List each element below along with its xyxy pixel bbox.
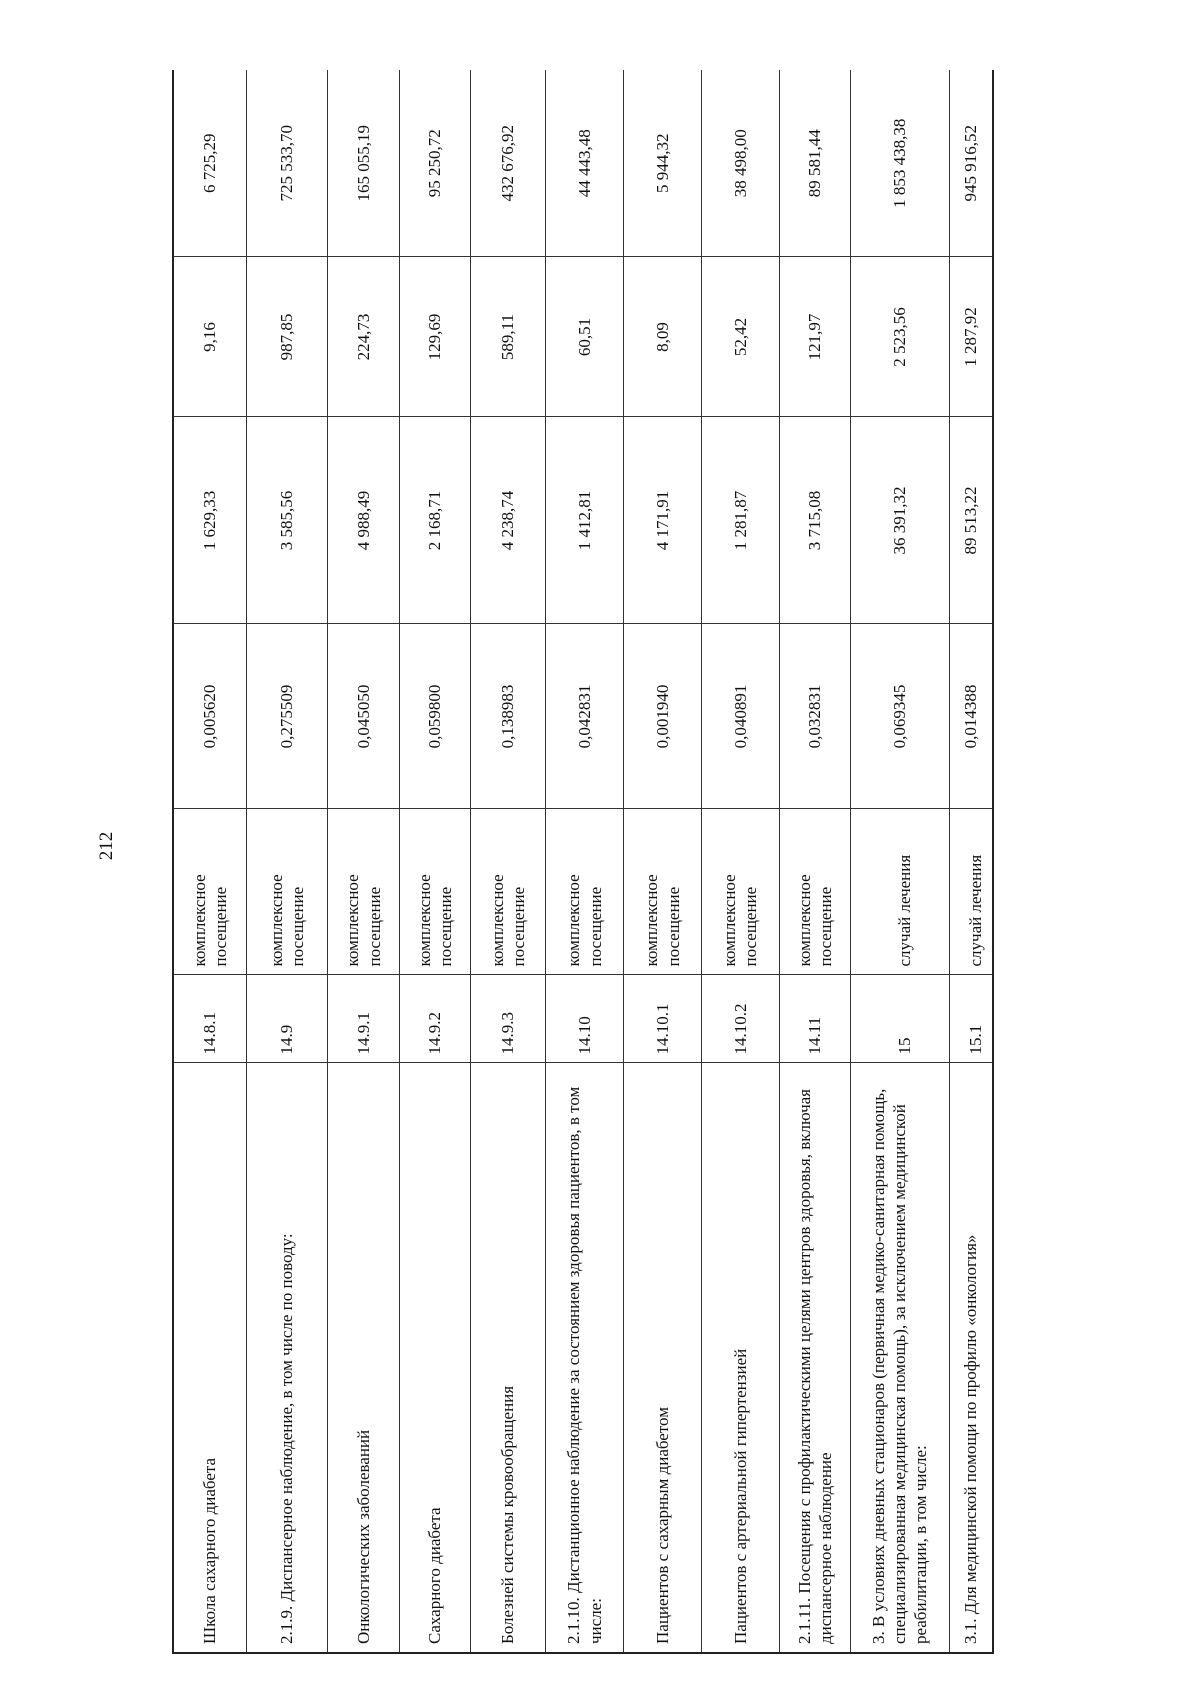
table-row (328, 70, 400, 1653)
row-code: 15.1 (949, 975, 993, 1063)
row-value-3: 60,51 (546, 257, 624, 417)
table-row (949, 70, 993, 1653)
row-name: Онкологических заболеваний (328, 1063, 400, 1653)
row-code: 14.11 (780, 975, 851, 1063)
row-value-3: 8,09 (624, 257, 701, 417)
row-name: 3.1. Для медицинской помощи по профилю «онкология» (949, 1063, 993, 1653)
row-code: 14.9.3 (470, 975, 545, 1063)
row-value-1: 0,032831 (780, 624, 851, 809)
table-row (173, 70, 246, 1653)
row-value-1: 0,069345 (850, 624, 949, 809)
page-number: 212 (96, 831, 117, 861)
row-name: 2.1.9. Диспансерное наблюдение, в том числе по поводу: (246, 1063, 328, 1653)
row-code: 14.9.2 (400, 975, 471, 1063)
row-name: Школа сахарного диабета (173, 1063, 246, 1653)
row-value-3: 52,42 (701, 257, 779, 417)
row-value-1: 0,059800 (400, 624, 471, 809)
rotated-table-container (172, 70, 994, 1654)
row-code: 14.10.1 (624, 975, 701, 1063)
table-row (701, 70, 779, 1653)
row-value-3: 129,69 (400, 257, 471, 417)
table-row (624, 70, 701, 1653)
row-name: Болезней системы кровообращения (470, 1063, 545, 1653)
table-row (400, 70, 471, 1653)
row-value-4: 165 055,19 (328, 70, 400, 257)
row-value-1: 0,138983 (470, 624, 545, 809)
row-value-2: 4 171,91 (624, 417, 701, 624)
row-code: 14.9.1 (328, 975, 400, 1063)
row-name: Сахарного диабета (400, 1063, 471, 1653)
row-unit: комплексное посещение (246, 809, 328, 975)
row-value-2: 3 585,56 (246, 417, 328, 624)
row-code: 14.9 (246, 975, 328, 1063)
row-value-4: 1 853 438,38 (850, 70, 949, 257)
row-value-1: 0,001940 (624, 624, 701, 809)
row-unit: комплексное посещение (470, 809, 545, 975)
row-value-4: 95 250,72 (400, 70, 471, 257)
data-table (172, 70, 994, 1654)
row-unit: случай лечения (949, 809, 993, 975)
row-value-3: 224,73 (328, 257, 400, 417)
table-row (850, 70, 949, 1653)
row-value-4: 5 944,32 (624, 70, 701, 257)
row-name: Пациентов с артериальной гипертензией (701, 1063, 779, 1653)
row-value-3: 121,97 (780, 257, 851, 417)
table-frame (172, 70, 994, 1654)
row-unit: комплексное посещение (701, 809, 779, 975)
row-name: Пациентов с сахарным диабетом (624, 1063, 701, 1653)
row-code: 14.8.1 (173, 975, 246, 1063)
row-value-1: 0,275509 (246, 624, 328, 809)
row-value-2: 89 513,22 (949, 417, 993, 624)
row-unit: случай лечения (850, 809, 949, 975)
table-row (246, 70, 328, 1653)
row-value-1: 0,014388 (949, 624, 993, 809)
row-value-3: 1 287,92 (949, 257, 993, 417)
row-value-4: 89 581,44 (780, 70, 851, 257)
row-value-1: 0,005620 (173, 624, 246, 809)
row-value-2: 1 629,33 (173, 417, 246, 624)
row-value-2: 3 715,08 (780, 417, 851, 624)
row-value-1: 0,040891 (701, 624, 779, 809)
row-value-1: 0,045050 (328, 624, 400, 809)
row-value-2: 2 168,71 (400, 417, 471, 624)
row-unit: комплексное посещение (400, 809, 471, 975)
row-value-3: 2 523,56 (850, 257, 949, 417)
row-value-4: 945 916,52 (949, 70, 993, 257)
row-name: 3. В условиях дневных стационаров (первичная медико-санитарная помощь, специализированная медицинская помощь), за исключением медицинской реабилитации, в том числе: (850, 1063, 949, 1653)
row-unit: комплексное посещение (173, 809, 246, 975)
row-unit: комплексное посещение (624, 809, 701, 975)
row-unit: комплексное посещение (328, 809, 400, 975)
table-row (546, 70, 624, 1653)
table-row (780, 70, 851, 1653)
row-value-4: 725 533,70 (246, 70, 328, 257)
row-value-2: 4 988,49 (328, 417, 400, 624)
row-value-2: 4 238,74 (470, 417, 545, 624)
row-value-2: 36 391,32 (850, 417, 949, 624)
row-value-4: 44 443,48 (546, 70, 624, 257)
row-code: 14.10.2 (701, 975, 779, 1063)
row-value-2: 1 412,81 (546, 417, 624, 624)
row-value-1: 0,042831 (546, 624, 624, 809)
row-name: 2.1.10. Дистанционное наблюдение за состоянием здоровья пациентов, в том числе: (546, 1063, 624, 1653)
row-value-4: 6 725,29 (173, 70, 246, 257)
table-row (470, 70, 545, 1653)
row-value-3: 589,11 (470, 257, 545, 417)
row-unit: комплексное посещение (546, 809, 624, 975)
row-unit: комплексное посещение (780, 809, 851, 975)
row-value-4: 432 676,92 (470, 70, 545, 257)
row-value-3: 987,85 (246, 257, 328, 417)
row-value-2: 1 281,87 (701, 417, 779, 624)
row-code: 15 (850, 975, 949, 1063)
row-name: 2.1.11. Посещения с профилактическими целями центров здоровья, включая диспансерное наблюдение (780, 1063, 851, 1653)
row-value-3: 9,16 (173, 257, 246, 417)
row-value-4: 38 498,00 (701, 70, 779, 257)
row-code: 14.10 (546, 975, 624, 1063)
